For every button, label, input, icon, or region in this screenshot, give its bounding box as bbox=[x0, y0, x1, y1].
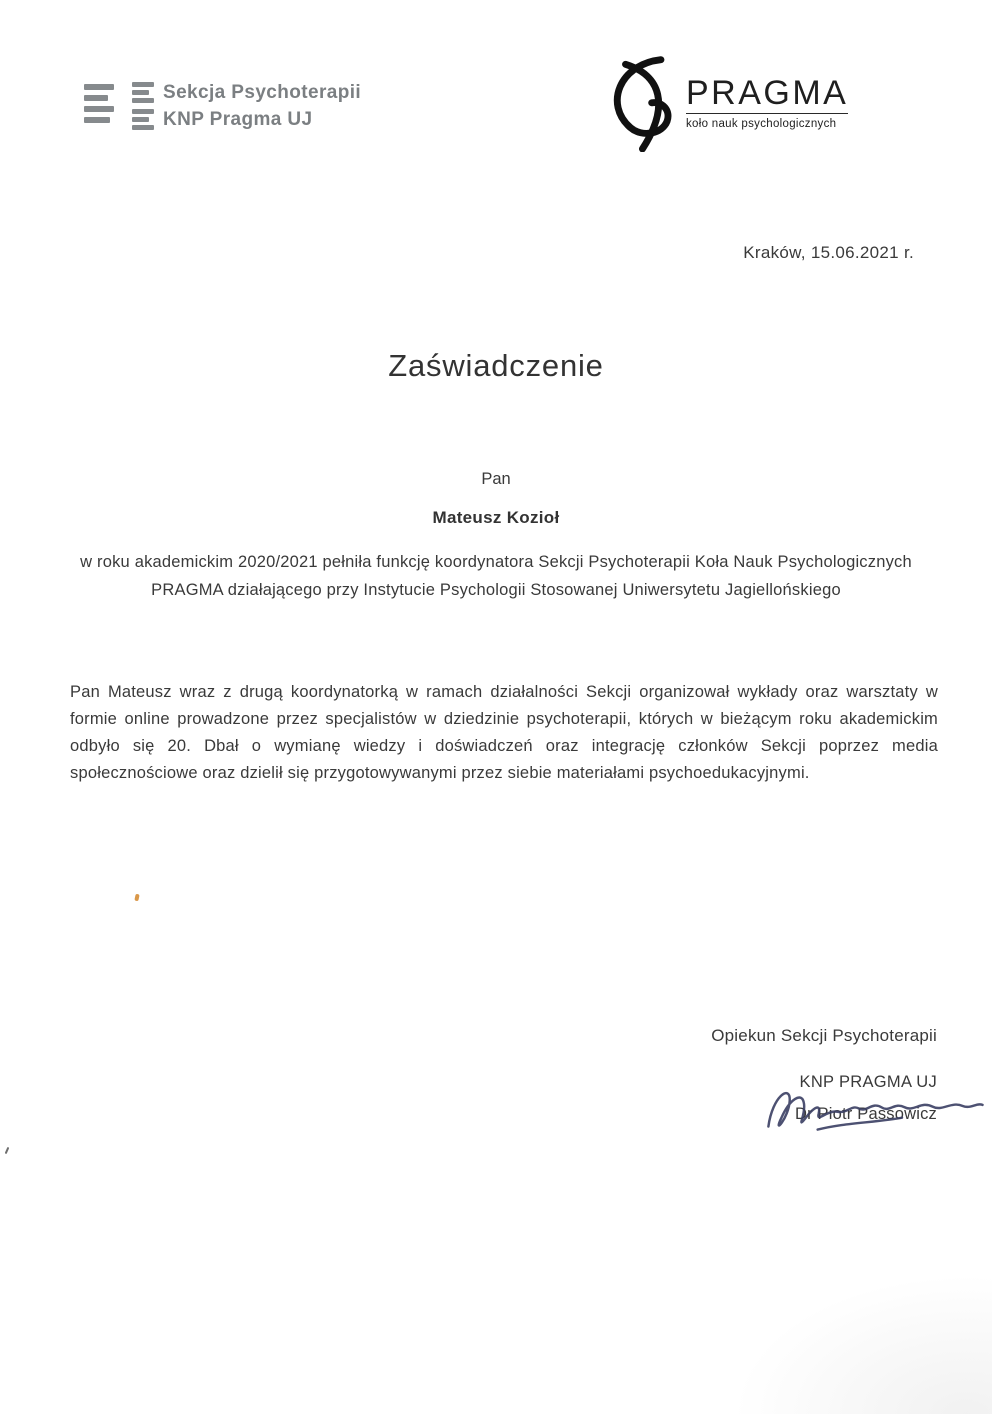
stacked-bars-icon bbox=[84, 84, 114, 123]
scan-edge-mark bbox=[5, 1147, 10, 1154]
left-logo-row-1 bbox=[132, 82, 361, 103]
pragma-logo-name: PRAGMA bbox=[686, 73, 849, 112]
pragma-swirl-icon bbox=[588, 52, 700, 152]
left-logo bbox=[84, 82, 361, 130]
signoff-signer: Dr Piotr Passowicz bbox=[794, 1105, 937, 1123]
stacked-bars-small-icon bbox=[132, 109, 154, 130]
left-logo-text bbox=[132, 82, 361, 130]
scan-shadow bbox=[732, 1274, 992, 1414]
left-logo-line-1: Sekcja Psychoterapii bbox=[163, 81, 362, 103]
page-title: Zaświadczenie bbox=[388, 348, 604, 383]
left-logo-row-2 bbox=[132, 109, 361, 130]
pragma-logo bbox=[588, 52, 848, 152]
left-logo-line-2: KNP Pragma UJ bbox=[163, 108, 313, 130]
signoff-role: Opiekun Sekcji Psychoterapii bbox=[711, 1026, 937, 1045]
signoff-organization: KNP PRAGMA UJ bbox=[799, 1073, 937, 1091]
recipient-name: Mateusz Kozioł bbox=[432, 508, 560, 527]
intro-paragraph: w roku akademickim 2020/2021 pełniła funkcję koordynatora Sekcji Psychoterapii Koła Nauk Psychologicznych PRAGMA działającego przy Instytucie Psychologii Stosowanej Uniwersytetu Jagiellońskiego bbox=[80, 553, 912, 599]
pragma-logo-subtitle: koło nauk psychologicznych bbox=[686, 113, 848, 130]
signoff-block bbox=[711, 1026, 937, 1124]
body-paragraph: Pan Mateusz wraz z drugą koordynatorką w ramach działalności Sekcji organizował wykłady oraz warsztaty w formie online prowadzone przez specjalistów w dziedzinie psychoterapii, których w bieżącym roku akademickim odbyło się 20. Dbał o wymianę wiedzy i doświadczeń oraz integrację członków Sekcji poprzez media społecznościowe oraz dzielił się przygotowywanymi przez siebie materiałami psychoedukacyjnymi. bbox=[70, 683, 938, 782]
scan-artifact-dot bbox=[134, 894, 139, 902]
stacked-bars-small-icon bbox=[132, 82, 154, 103]
salutation: Pan bbox=[481, 470, 511, 488]
pragma-logo-text bbox=[686, 75, 848, 130]
dateline: Kraków, 15.06.2021 r. bbox=[743, 243, 914, 262]
